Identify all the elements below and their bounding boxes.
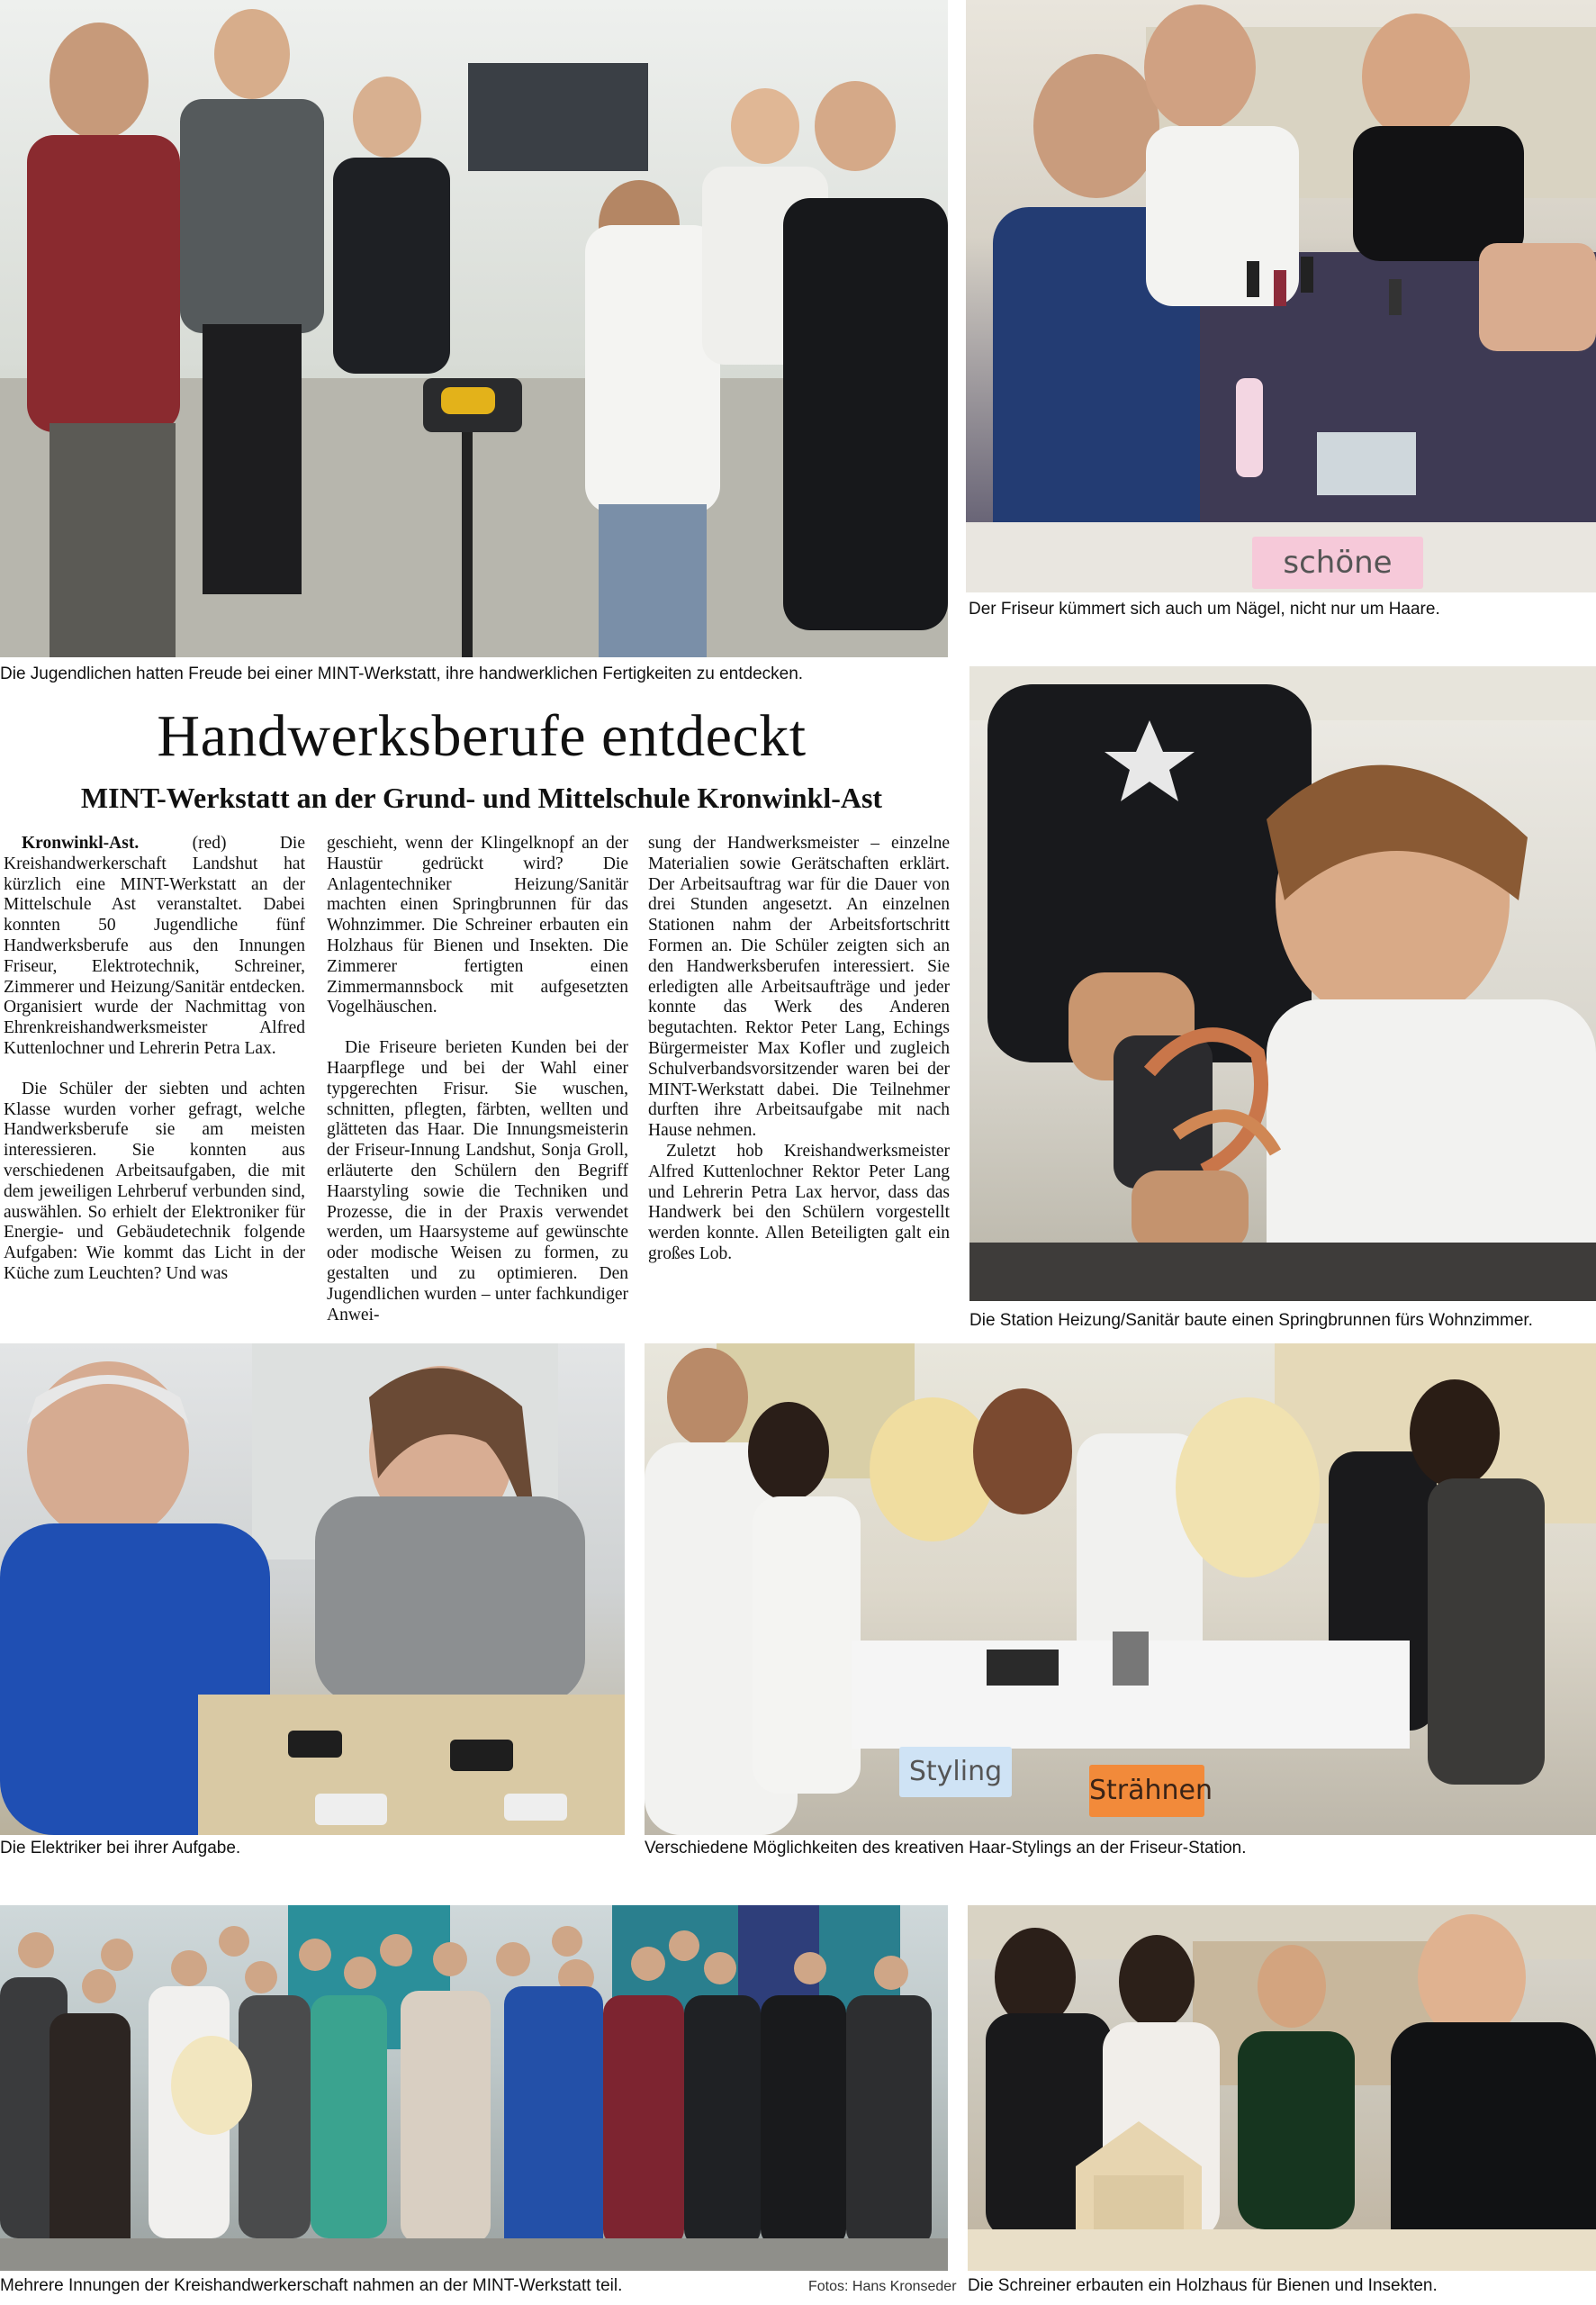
caption-photo7: Die Schreiner erbauten ein Holzhaus für Bienen und Insekten. <box>968 2276 1438 2295</box>
photo-nail-care <box>966 0 1596 592</box>
article-dateline: Kronwinkl-Ast. <box>22 834 140 853</box>
nails-name-card: schöne <box>1252 537 1423 589</box>
photo-heating-fountain <box>969 666 1596 1301</box>
caption-photo4: Die Elektriker bei ihrer Aufgabe. <box>0 1839 241 1858</box>
styling-name-card: Styling <box>899 1747 1012 1797</box>
article-col1-p2: Die Schüler der siebten und achten Klasse wurden vorher gefragt, welche Handwerksberufe sie am meisten interessieren. Sie konnten aus verschiedenen Arbeitsaufgaben, die mit dem jeweiligen Lehrberuf verbunden sind, auswählen. So erhielt der Elektroniker für Energie- und Gebäudetechnik folgende Aufgaben: Wie kommt das Licht in der Küche zum Leuchten? Und was <box>4 1079 305 1283</box>
caption-photo6: Mehrere Innungen der Kreishandwerkerschaft nahmen an der MINT-Werkstatt teil. <box>0 2276 623 2295</box>
photo-mint-werkstatt-students <box>0 0 948 657</box>
article-headline: Handwerksberufe entdeckt <box>157 703 807 769</box>
article-col2-p1: geschieht, wenn der Klingelknopf an der Haustür gedrückt wird? Die Anlagentechniker Heizung/Sanitär machten einen Springbrunnen für das Wohnzimmer. Die Schreiner erbauten ein Holzhaus für Bienen und Insekten. Die Zimmerer fertigten einen Zimmermannsbock mit aufgesetzten Vogelhäuschen. <box>327 834 628 1017</box>
article-column-2 <box>327 834 628 1333</box>
straehnen-name-card: Strähnen <box>1089 1765 1204 1817</box>
caption-photo1: Die Jugendlichen hatten Freude bei einer MINT-Werkstatt, ihre handwerklichen Fertigkeiten zu entdecken. <box>0 664 804 683</box>
article-column-1 <box>4 834 305 1333</box>
article-col3-p1: sung der Handwerksmeister – einzelne Materialien sowie Gerätschaften erklärt. Der Arbeitsauftrag war für die Dauer von drei Stunden angesetzt. An einzelnen Stationen nahm der Arbeitsfortschritt Formen an. Die Schüler zeigten sich an den Handwerksberufen interessiert. Sie erledigten alle Arbeitsaufträge und jeder konnte das Werk des Anderen begutachten. Rektor Peter Lang, Echings Bürgermeister Max Kofler und zugleich Schulverbandsvorsitzender waren bei der MINT-Werkstatt dabei. Die Teilnehmer durften ihre Arbeitsaufgabe mit nach Hause nehmen. <box>648 834 950 1141</box>
photo-hair-styling-station <box>645 1343 1596 1835</box>
article-column-3 <box>648 834 950 1333</box>
photo-group-innungen <box>0 1905 948 2271</box>
caption-photo5: Verschiedene Möglichkeiten des kreativen Haar-Stylings an der Friseur-Station. <box>645 1839 1247 1858</box>
photo-electricians <box>0 1343 625 1835</box>
article-col3-p2: Zuletzt hob Kreishandwerksmeister Alfred Kuttenlochner Rektor Peter Lang und Lehrerin Petra Lax hervor, dass das Handwerk bei den Schülern vorgestellt werden konnte. Allen Beteiligten galt ein großes Lob. <box>648 1141 950 1263</box>
caption-photo3: Die Station Heizung/Sanitär baute einen Springbrunnen fürs Wohnzimmer. <box>969 1311 1533 1330</box>
article-col2-p2: Die Friseure berieten Kunden bei der Haarpflege und bei der Wahl einer typgerechten Frisur. Sie wuschen, schnitten, pflegten, färbten, wellten und glätteten das Haar. Die Innungsmeisterin der Friseur-Innung Landshut, Sonja Groll, erläuterte den Schülern den Begriff Haarstyling sowie die Techniken und Prozesse, die in der Praxis verwendet werden, um Haarsysteme auf gewünschte oder modische Weisen zu formen, zu gestalten und zu optimieren. Den Jugendlichen wurden – unter fachkundiger Anwei- <box>327 1038 628 1324</box>
article-subheadline: MINT-Werkstatt an der Grund- und Mittelschule Kronwinkl-Ast <box>80 782 883 814</box>
photo-carpenters <box>968 1905 1596 2271</box>
caption-photo2: Der Friseur kümmert sich auch um Nägel, nicht nur um Haare. <box>969 600 1440 619</box>
article-col1-p1: (red) Die Kreishandwerkerschaft Landshut hat kürzlich eine MINT-Werkstatt an der Mittelschule Ast veranstaltet. Dabei konnten 50 Jugendliche fünf Handwerksberufe aus den Innungen Friseur, Elektrotechnik, Schreiner, Zimmerer und Heizung/Sanitär entdecken. Organisiert wurde der Nachmittag von Ehrenkreishandwerksmeister Alfred Kuttenlochner und Lehrerin Petra Lax. <box>4 834 305 1058</box>
photo-credit: Fotos: Hans Kronseder <box>808 2279 957 2294</box>
